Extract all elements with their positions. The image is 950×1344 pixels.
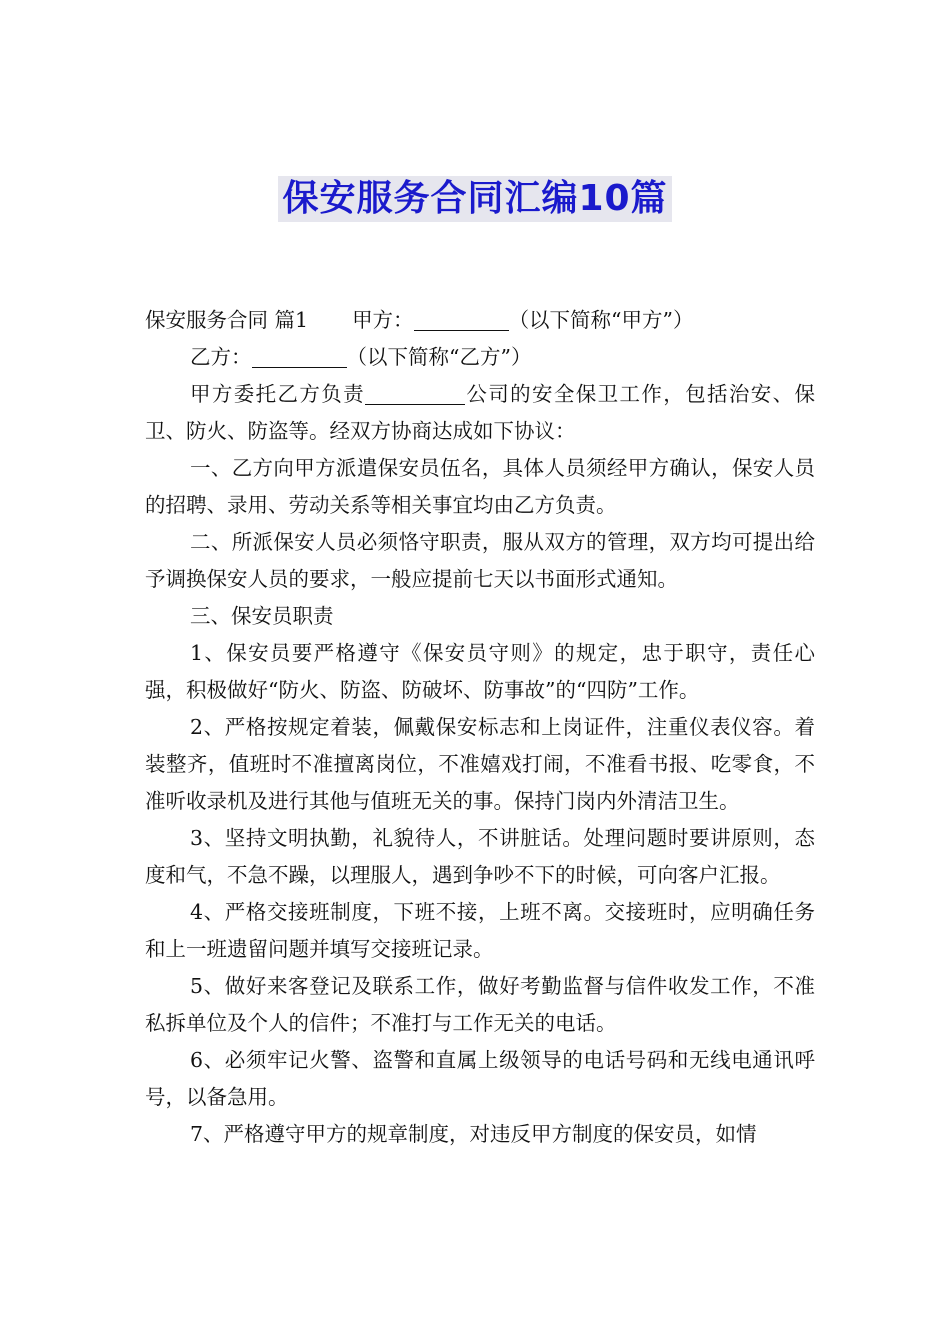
document-title: 保安服务合同汇编10篇 <box>278 176 671 222</box>
clause-paragraph: 3、坚持文明执勤，礼貌待人，不讲脏话。处理问题时要讲原则，态度和气，不急不躁，以理服人，遇到争吵不下的时候，可向客户汇报。 <box>145 826 815 887</box>
company-blank <box>365 382 465 405</box>
clause-paragraph: 6、必须牢记火警、盗警和直属上级领导的电话号码和无线电通讯呼号，以备急用。 <box>145 1048 815 1109</box>
party-a-label: 甲方： <box>352 308 414 332</box>
clause-paragraph: 一、乙方向甲方派遣保安员伍名，具体人员须经甲方确认，保安人员的招聘、录用、劳动关系等相关事宜均由乙方负责。 <box>145 456 815 517</box>
party-a-note: （以下简称“甲方”） <box>508 308 694 332</box>
intro-post: 公司的安全保卫工作，包括治安、保卫、防火、防盗等。经双方协商达成如下协议： <box>145 382 815 443</box>
clause-paragraph: 2、严格按规定着装，佩戴保安标志和上岗证件，注重仪表仪容。着装整齐，值班时不准擅离岗位，不准嬉戏打闹，不准看书报、吃零食，不准听收录机及进行其他与值班无关的事。保持门岗内外清洁卫生。 <box>145 715 815 813</box>
contract-heading-line <box>145 302 815 339</box>
clause-paragraph: 二、所派保安人员必须恪守职责，服从双方的管理，双方均可提出给予调换保安人员的要求，一般应提前七天以书面形式通知。 <box>145 530 815 591</box>
clause-paragraph: 5、做好来客登记及联系工作，做好考勤监督与信件收发工作，不准私拆单位及个人的信件；不准打与工作无关的电话。 <box>145 974 815 1035</box>
clause-paragraph: 7、严格遵守甲方的规章制度，对违反甲方制度的保安员，如情 <box>190 1122 757 1146</box>
contract-heading: 保安服务合同 篇1 <box>145 308 309 332</box>
clause-paragraph: 三、保安员职责 <box>190 604 334 628</box>
party-b-note: （以下简称“乙方”） <box>346 345 532 369</box>
party-b-label: 乙方： <box>190 345 252 369</box>
clause-paragraph: 1、保安员要严格遵守《保安员守则》的规定，忠于职守，责任心强，积极做好“防火、防盗、防破坏、防事故”的“四防”工作。 <box>145 641 815 702</box>
party-b-blank <box>252 345 347 368</box>
clause-paragraph: 4、严格交接班制度，下班不接，上班不离。交接班时，应明确任务和上一班遗留问题并填写交接班记录。 <box>145 900 815 961</box>
intro-paragraph <box>145 376 815 450</box>
document-body <box>145 302 815 1153</box>
party-a-blank <box>414 308 509 331</box>
intro-pre: 甲方委托乙方负责 <box>190 382 365 406</box>
title-container <box>0 176 950 222</box>
party-b-line <box>145 339 815 376</box>
